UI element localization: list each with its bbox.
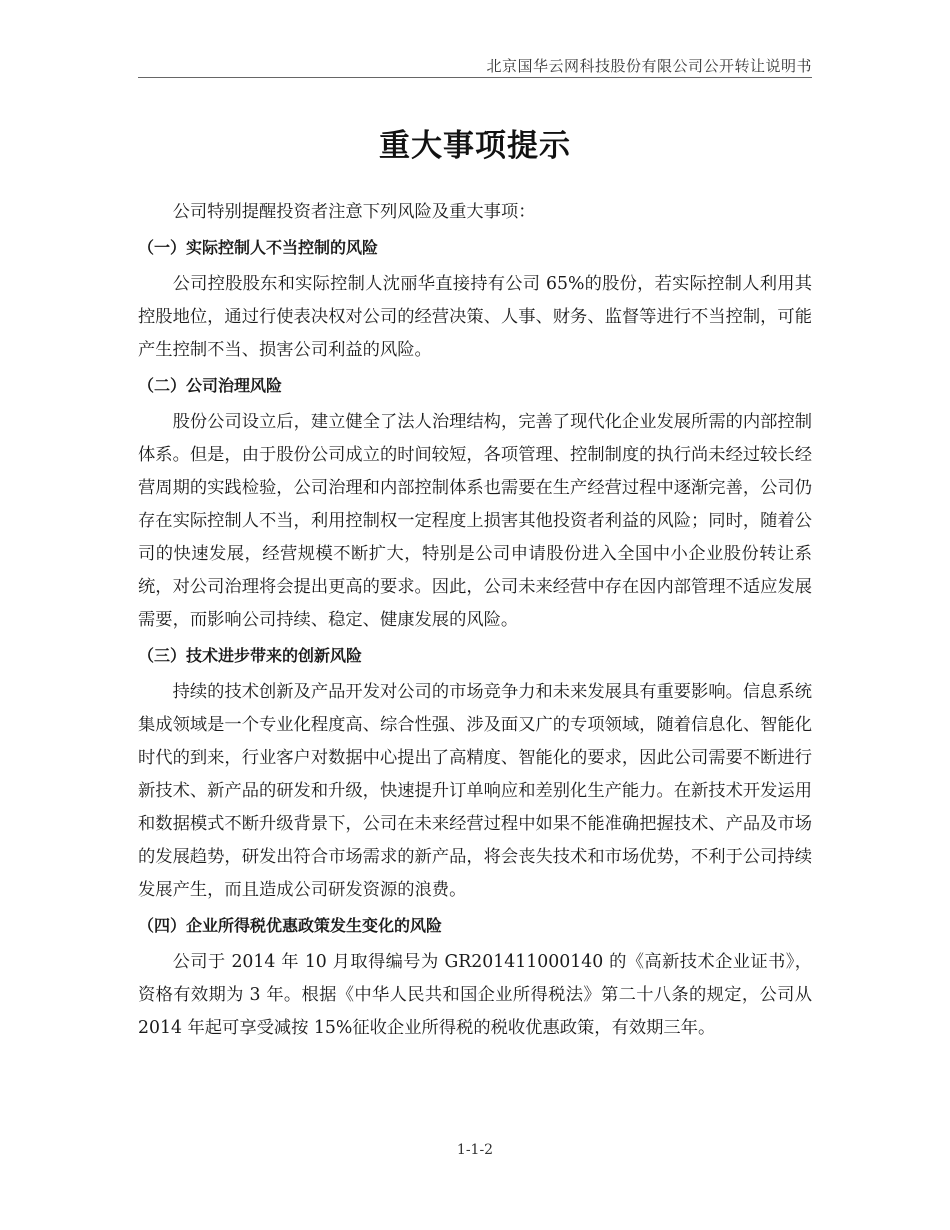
section-body-1: 公司控股股东和实际控制人沈丽华直接持有公司 65%的股份，若实际控制人利用其控股地位，通过行使表决权对公司的经营决策、人事、财务、监督等进行不当控制，可能产生控制不当、损害公司利益的风险。 (138, 274, 812, 360)
section-body-2: 股份公司设立后，建立健全了法人治理结构，完善了现代化企业发展所需的内部控制体系。但是，由于股份公司成立的时间较短，各项管理、控制制度的执行尚未经过较长经营周期的实践检验，公司治理和内部控制体系也需要在生产经营过程中逐渐完善，公司仍存在实际控制人不当，利用控制权一定程度上损害其他投资者利益的风险；同时，随着公司的快速发展，经营规模不断扩大，特别是公司申请股份进入全国中小企业股份转让系统，对公司治理将会提出更高的要求。因此，公司未来经营中存在因内部管理不适应发展需要，而影响公司持续、稳定、健康发展的风险。 (138, 412, 813, 630)
section-heading-3: （三）技术进步带来的创新风险 (138, 646, 363, 665)
section-heading-4: （四）企业所得税优惠政策发生变化的风险 (138, 916, 443, 935)
section-heading-1: （一）实际控制人不当控制的风险 (138, 238, 379, 257)
intro-paragraph: 公司特别提醒投资者注意下列风险及重大事项： (172, 202, 536, 222)
running-header: 北京国华云网科技股份有限公司公开转让说明书 (486, 57, 812, 75)
section-heading-2: （二）公司治理风险 (138, 376, 283, 395)
page-title: 重大事项提示 (379, 128, 571, 164)
section-body-3: 持续的技术创新及产品开发对公司的市场竞争力和未来发展具有重要影响。信息系统集成领域是一个专业化程度高、综合性强、涉及面又广的专项领域，随着信息化、智能化时代的到来，行业客户对数据中心提出了高精度、智能化的要求，因此公司需要不断进行新技术、新产品的研发和升级，快速提升订单响应和差别化生产能力。在新技术开发运用和数据模式不断升级背景下，公司在未来经营过程中如果不能准确把握技术、产品及市场的发展趋势，研发出符合市场需求的新产品，将会丧失技术和市场优势，不利于公司持续发展产生，而且造成公司研发资源的浪费。 (138, 682, 813, 900)
section-body-4: 公司于 2014 年 10 月取得编号为 GR201411000140 的《高新技术企业证书》，资格有效期为 3 年。根据《中华人民共和国企业所得税法》第二十八条的规定，公司从 2014 年起可享受减按 15%征收企业所得税的税收优惠政策，有效期三年。 (138, 952, 812, 1038)
header-divider (138, 77, 812, 78)
document-body (138, 196, 812, 1045)
page-number: 1-1-2 (456, 1142, 494, 1158)
